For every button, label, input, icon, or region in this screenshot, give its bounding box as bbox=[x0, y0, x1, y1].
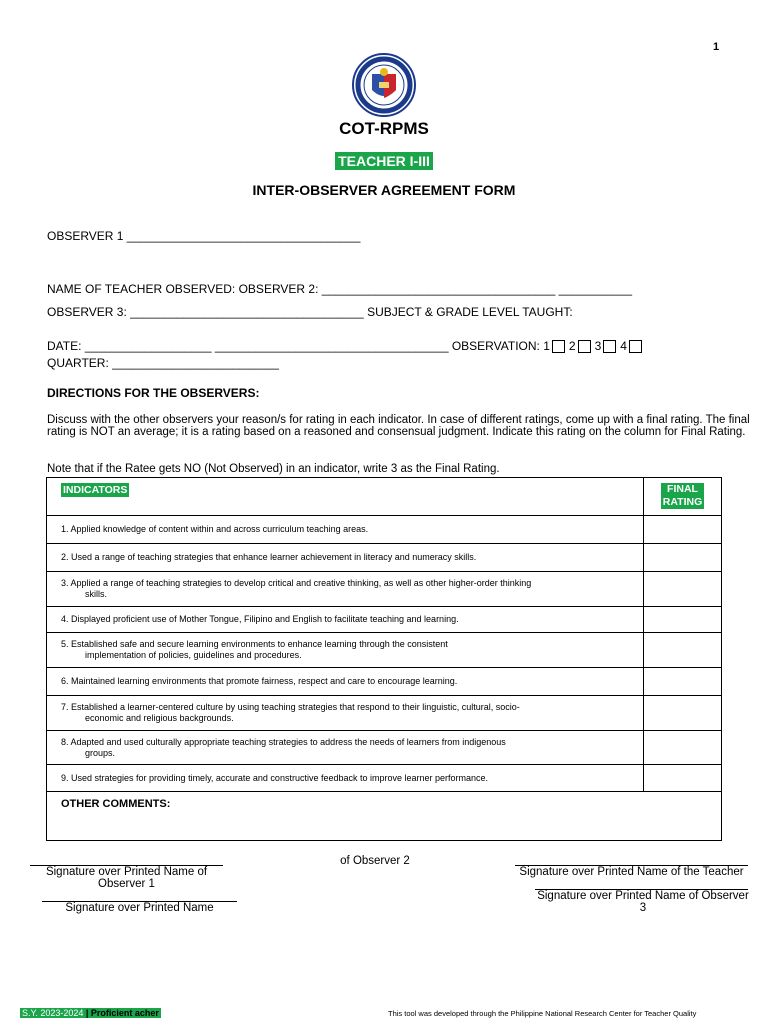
quarter-field[interactable]: QUARTER: _________________________ bbox=[47, 356, 279, 370]
final-rating-header: FINAL RATING bbox=[662, 483, 703, 508]
final-rating-input[interactable] bbox=[644, 572, 722, 607]
final-rating-input[interactable] bbox=[644, 544, 722, 572]
table-row bbox=[47, 572, 722, 607]
indicators-table bbox=[46, 477, 722, 841]
table-row bbox=[47, 607, 722, 633]
indicator-text: 3. Applied a range of teaching strategies to develop critical and creative thinking, as well as other higher-order thinking skills. bbox=[47, 572, 644, 607]
signature-label-observer2: Signature over Printed Name bbox=[65, 902, 214, 914]
indicator-text: 2. Used a range of teaching strategies that enhance learner achievement in literacy and numeracy skills. bbox=[47, 544, 644, 572]
directions-text: Discuss with the other observers your reason/s for rating in each indicator. In case of different ratings, come up with a final rating. The final rating is NOT an average; it is a rating based on a reasoned and consensual judgment. Indicate this rating on the column for Final Rating. bbox=[47, 414, 750, 438]
indicator-text: 9. Used strategies for providing timely, accurate and constructive feedback to improve learner performance. bbox=[47, 765, 644, 792]
obs-option-4-label: 4 bbox=[620, 339, 627, 353]
indicator-text: 7. Established a learner-centered culture by using teaching strategies that respond to their linguistic, cultural, socio- economic and religious backgrounds. bbox=[47, 696, 644, 731]
obs-checkbox-1[interactable] bbox=[552, 340, 565, 353]
footer-credit: This tool was developed through the Philippine National Research Center for Teacher Quality bbox=[388, 1009, 697, 1018]
obs-checkbox-3[interactable] bbox=[603, 340, 616, 353]
observer1-field[interactable]: OBSERVER 1 ___________________________________ bbox=[47, 229, 361, 243]
table-row bbox=[47, 668, 722, 696]
indicators-header: INDICATORS bbox=[63, 484, 128, 496]
footer-school-year: S.Y. 2023-2024 | Proficient acher bbox=[22, 1008, 159, 1018]
final-rating-header-cell bbox=[644, 478, 722, 516]
indicator-text: 6. Maintained learning environments that promote fairness, respect and care to encourage learning. bbox=[47, 668, 644, 696]
form-title: INTER-OBSERVER AGREEMENT FORM bbox=[252, 182, 516, 198]
deped-seal-icon bbox=[348, 52, 420, 118]
final-rating-input[interactable] bbox=[644, 607, 722, 633]
final-rating-input[interactable] bbox=[644, 668, 722, 696]
directions-note: Note that if the Ratee gets NO (Not Observed) in an indicator, write 3 as the Final Rating. bbox=[47, 463, 500, 475]
indicator-text: 4. Displayed proficient use of Mother Tongue, Filipino and English to facilitate teaching and learning. bbox=[47, 607, 644, 633]
directions-heading: DIRECTIONS FOR THE OBSERVERS: bbox=[47, 386, 260, 400]
teacher-observer2-field[interactable]: NAME OF TEACHER OBSERVED: OBSERVER 2: ___________________________________ ___________ bbox=[47, 282, 633, 296]
table-row bbox=[47, 544, 722, 572]
page-number: 1 bbox=[713, 41, 720, 53]
teacher-level-badge: TEACHER I-III bbox=[335, 152, 433, 170]
indicator-text: 5. Established safe and secure learning environments to enhance learning through the consistent implementation of policies, guidelines and procedures. bbox=[47, 633, 644, 668]
indicators-header-cell bbox=[47, 478, 644, 516]
signature-label-observer1: Signature over Printed Name of Observer 1 bbox=[45, 866, 208, 890]
table-row bbox=[47, 765, 722, 792]
date-observation-row bbox=[47, 339, 646, 353]
obs-option-1-label: 1 bbox=[543, 339, 550, 353]
table-row bbox=[47, 696, 722, 731]
obs-checkbox-2[interactable] bbox=[578, 340, 591, 353]
final-rating-input[interactable] bbox=[644, 765, 722, 792]
final-rating-input[interactable] bbox=[644, 731, 722, 765]
obs-checkbox-4[interactable] bbox=[629, 340, 642, 353]
signature-label-teacher: Signature over Printed Name of the Teacher bbox=[519, 866, 744, 878]
table-row bbox=[47, 633, 722, 668]
final-rating-input[interactable] bbox=[644, 633, 722, 668]
signature-label-observer3: Signature over Printed Name of Observer 3 bbox=[537, 890, 749, 914]
other-comments-box[interactable] bbox=[47, 792, 722, 841]
obs-option-3-label: 3 bbox=[594, 339, 602, 353]
date-field[interactable]: DATE: ___________________ ___________________________________ OBSERVATION: bbox=[47, 339, 544, 353]
final-rating-input[interactable] bbox=[644, 696, 722, 731]
observer3-subject-field[interactable]: OBSERVER 3: ___________________________________ SUBJECT & GRADE LEVEL TAUGHT: bbox=[47, 305, 573, 319]
other-comments-label: OTHER COMMENTS: bbox=[61, 798, 171, 810]
table-row bbox=[47, 731, 722, 765]
signature-label-observer2-fragment: of Observer 2 bbox=[340, 855, 410, 867]
indicator-text: 8. Adapted and used culturally appropriate teaching strategies to address the needs of learners from indigenous groups. bbox=[47, 731, 644, 765]
table-row bbox=[47, 516, 722, 544]
final-rating-input[interactable] bbox=[644, 516, 722, 544]
page-title: COT-RPMS bbox=[339, 119, 429, 138]
obs-option-2-label: 2 bbox=[568, 339, 576, 353]
indicator-text: 1. Applied knowledge of content within and across curriculum teaching areas. bbox=[47, 516, 644, 544]
